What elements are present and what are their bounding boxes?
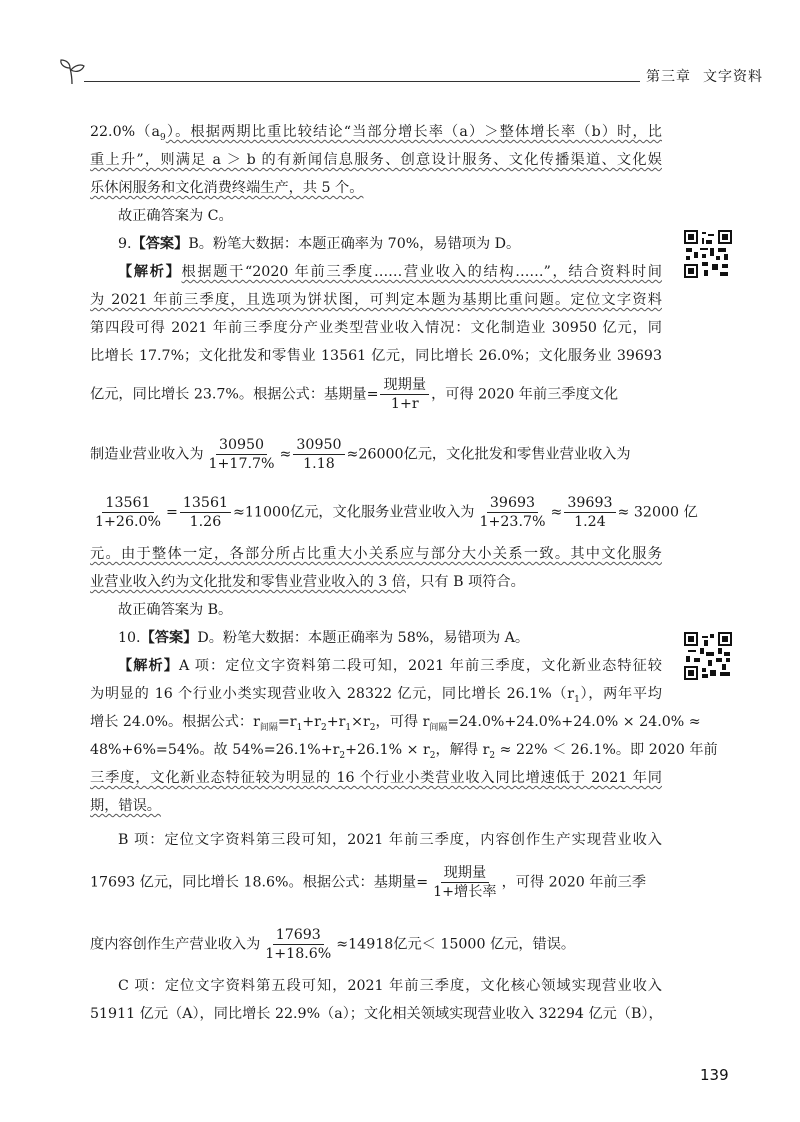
formula-line: 48%+6%=54%。故 $54\%=26.1\%+r_2+26.1\% \times r_2$，解得 $r_2 \approx 22\% < 26.1\%$。即 2020 年前 (90, 742, 718, 761)
formula-line: 度内容创作生产营业收入为 $\frac{17693}{1+18.6\%}$ ≈14918亿元＜ 15000 亿元，错误。 (90, 927, 576, 962)
text-line: 重上升”，则满足 a ＞ b 的有新闻信息服务、创意设计服务、文化传播渠道、文化娱 (90, 152, 662, 168)
text-line: 期，错误。 (90, 798, 161, 814)
formula-fraction: $\frac{\text{现期量}}{\text{1+增长率}}$ (433, 865, 497, 900)
analysis-label: 【解析】 (118, 264, 182, 280)
formula-line: 增长 24.0%。根据公式：$r_{间隔}=r_1+r_2+r_1\times r_2$，可得 $r_{间隔}=24.0\%+24.0\%+24.0\% \times 24.0\%$ ≈ (90, 714, 701, 733)
answer-label: 【答案】 (131, 236, 189, 252)
answer-line: 9.【答案】B。粉笔大数据：本题正确率为 70%，易错项为 D。 (118, 236, 521, 252)
formula-fraction: $\frac{30950}{1+17.7\%}$ (208, 437, 275, 472)
text-line: 故正确答案为 C。 (118, 208, 233, 224)
formula-line: 17693 亿元，同比增长 18.6%。根据公式：基期量= $\frac{\text{现期量}}{\text{1+增长率}}$ ，可得 2020 年前三季 (90, 865, 647, 900)
text-line: $22.0\%(a_9)$。根据两期比重比较结论“当部分增长率（a）＞整体增长率（b）时，比 (90, 124, 662, 143)
text-line: 为 2021 年前三季度，且选项为饼状图，可判定本题为基期比重问题。定位文字资料 (90, 292, 662, 308)
formula-fraction: $\frac{17693}{1+18.6\%}$ (265, 927, 332, 962)
answer-line: 10.【答案】D。粉笔大数据：本题正确率为 58%，易错项为 A。 (118, 630, 530, 646)
text-line: 【解析】根据题干“2020 年前三季度……营业收入的结构……”，结合资料时间 (118, 264, 662, 280)
qr-code-icon[interactable] (684, 230, 732, 278)
analysis-label: 【解析】 (118, 658, 179, 674)
chapter-heading (646, 66, 763, 86)
text-line: 三季度，文化新业态特征较为明显的 16 个行业小类营业收入同比增速低于 2021 年同 (90, 770, 662, 786)
text-line: C 项：定位文字资料第五段可知，2021 年前三季度，文化核心领域实现营业收入 (118, 978, 662, 994)
formula-fraction: $\frac{39693}{1.24}$ (564, 494, 615, 531)
formula-fraction: $\frac{39693}{1+23.7\%}$ (479, 495, 546, 530)
page-header (58, 56, 763, 96)
chapter-title: 文字资料 (703, 69, 763, 85)
sprout-icon (58, 56, 86, 86)
formula-line: 亿元，同比增长 23.7%。根据公式：基期量= $\frac{\text{现期量}}{1+r}$ ，可得 2020 年前三季度文化 (90, 377, 619, 412)
formula-fraction: $\frac{13561}{1+26.0\%}$ (95, 495, 161, 530)
text-line: 乐休闲服务和文化消费终端生产，共 5 个。 (90, 180, 364, 196)
qr-code-icon[interactable] (684, 632, 732, 680)
text-line: 比增长 17.7%；文化批发和零售业 13561 亿元，同比增长 26.0%；文化服务业 39693 (90, 348, 662, 364)
answer-label: 【答案】 (140, 630, 198, 646)
formula-fraction: $\frac{13561}{1.26}$ (180, 494, 231, 531)
formula-line: $\frac{13561}{1+26.0\%}$ = $\frac{13561}{1.26}$ ≈11000亿元，文化服务业营业收入为 $\frac{39693}{1+23.7\%}$ ≈ $\frac{39693}{1.24}$ ≈ 32000 亿 (90, 494, 662, 531)
formula-line: 制造业营业收入为 $\frac{30950}{1+17.7\%}$ ≈ $\frac{30950}{1.18}$ ≈26000亿元，文化批发和零售业营业收入为 (90, 437, 631, 472)
text-line: 业营业收入约为文化批发和零售业营业收入的 3 倍，只有 B 项符合。 (90, 574, 525, 590)
text-line: B 项：定位文字资料第三段可知，2021 年前三季度，内容创作生产实现营业收入 (118, 832, 662, 848)
text-line: 51911 亿元（A），同比增长 22.9%（a）；文化相关领域实现营业收入 32294 亿元（B）， (90, 1006, 663, 1022)
formula-fraction: $\frac{30950}{1.18}$ (293, 436, 344, 473)
header-rule (84, 81, 640, 82)
text-line: 为明显的 16 个行业小类实现营业收入 28322 亿元，同比增长 $26.1\%(r_1)$，两年平均 (90, 686, 662, 705)
text-line: 故正确答案为 B。 (118, 602, 233, 618)
page-number: 139 (700, 1066, 729, 1084)
text-line: 第四段可得 2021 年前三季度分产业类型营业收入情况：文化制造业 30950 亿元，同 (90, 320, 662, 336)
formula-fraction: $\frac{\text{现期量}}{1+r}$ (380, 376, 429, 413)
text-line: 元。由于整体一定，各部分所占比重大小关系应与部分大小关系一致。其中文化服务 (90, 546, 662, 562)
chapter-number: 第三章 (646, 69, 691, 85)
text-line: 【解析】A 项：定位文字资料第二段可知，2021 年前三季度，文化新业态特征较 (118, 658, 662, 674)
